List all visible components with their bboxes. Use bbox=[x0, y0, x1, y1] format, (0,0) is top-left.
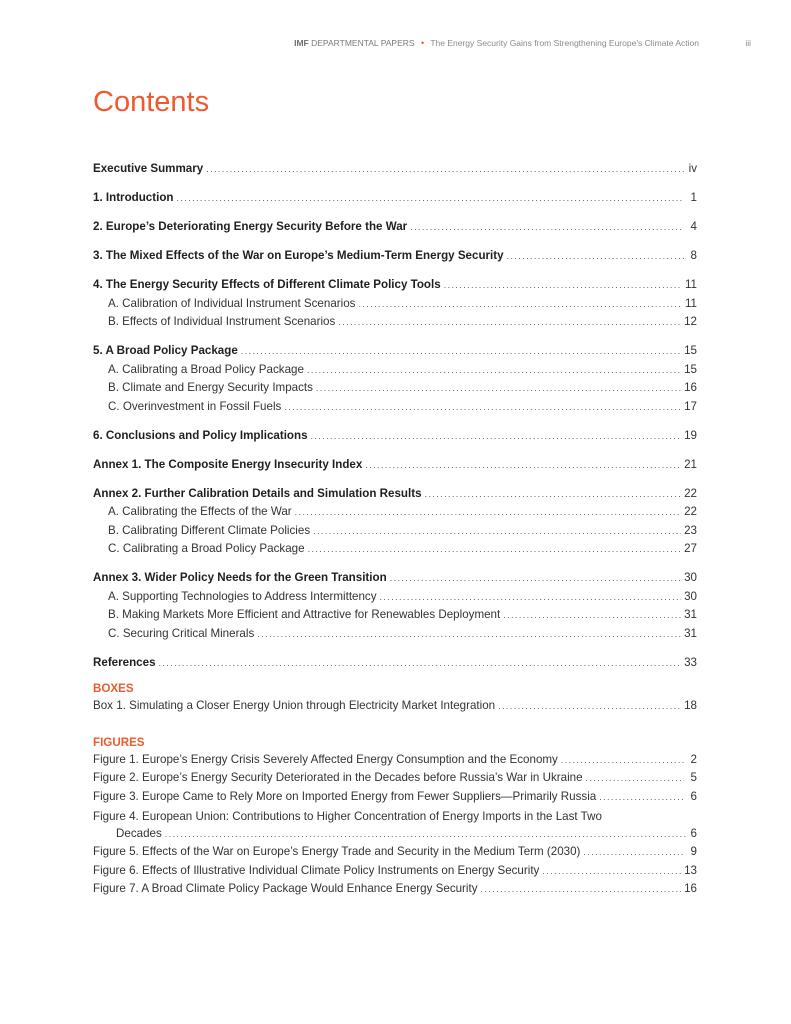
header-dept: DEPARTMENTAL PAPERS bbox=[311, 38, 415, 48]
toc-subentry-title: A. Calibrating the Effects of the War bbox=[108, 505, 292, 518]
toc-subentry[interactable] bbox=[93, 627, 697, 646]
toc-entry-page: 11 bbox=[684, 278, 697, 291]
dot-leader bbox=[284, 402, 681, 412]
dot-leader bbox=[586, 773, 684, 783]
toc-subentry-page: 23 bbox=[684, 523, 697, 537]
header-org: IMF bbox=[294, 38, 309, 48]
figure-entry[interactable] bbox=[93, 771, 697, 790]
dot-leader bbox=[358, 299, 681, 309]
toc-entry-page: 21 bbox=[684, 457, 697, 471]
toc-subentry-page: 17 bbox=[684, 399, 697, 413]
dot-leader bbox=[308, 544, 682, 554]
figure-entry[interactable] bbox=[93, 882, 697, 901]
toc-subentry[interactable] bbox=[93, 608, 697, 627]
toc-subentry-page: 12 bbox=[684, 315, 697, 328]
toc-entry-page: 4 bbox=[690, 220, 697, 233]
figure-entry[interactable] bbox=[93, 864, 697, 883]
dot-leader bbox=[241, 346, 681, 356]
figure-entry-title: Figure 3. Europe Came to Rely More on Imported Energy from Fewer Suppliers—Primarily Russia bbox=[93, 789, 597, 803]
dot-leader bbox=[159, 658, 682, 668]
dot-leader bbox=[507, 251, 684, 261]
toc-entry-title: Annex 2. Further Calibration Details and Simulation Results bbox=[93, 486, 422, 500]
dot-leader bbox=[165, 829, 688, 839]
dot-leader bbox=[583, 847, 684, 857]
dot-leader bbox=[410, 222, 684, 232]
figure-entry-title: Figure 5. Effects of the War on Europe’s Energy Trade and Security in the Medium Term (2030) bbox=[93, 845, 581, 858]
toc-subentry[interactable] bbox=[93, 297, 697, 316]
dot-leader bbox=[206, 164, 684, 174]
dot-leader bbox=[307, 365, 681, 375]
figure-entry-title: Figure 1. Europe’s Energy Crisis Severely Affected Energy Consumption and the Economy bbox=[93, 752, 558, 766]
boxes-heading: BOXES bbox=[93, 682, 134, 695]
toc-entry[interactable] bbox=[93, 162, 697, 181]
toc-subentry[interactable] bbox=[93, 524, 697, 543]
toc-subentry-page: 30 bbox=[684, 589, 697, 603]
toc-subentry-page: 11 bbox=[684, 296, 697, 310]
toc-entry[interactable] bbox=[93, 571, 697, 590]
toc-entry[interactable] bbox=[93, 429, 697, 448]
toc-entry-page: 33 bbox=[684, 655, 697, 669]
table-of-contents bbox=[93, 162, 697, 901]
dot-leader bbox=[365, 460, 681, 470]
toc-subentry-title: A. Calibrating a Broad Policy Package bbox=[108, 362, 304, 376]
toc-entry-page: 15 bbox=[684, 344, 697, 357]
toc-subentry[interactable] bbox=[93, 590, 697, 609]
toc-entry-title: Annex 3. Wider Policy Needs for the Green Transition bbox=[93, 571, 387, 584]
toc-entry-title: 6. Conclusions and Policy Implications bbox=[93, 428, 308, 442]
figure-entry[interactable] bbox=[93, 753, 697, 772]
figure-entry-page: 9 bbox=[690, 845, 697, 858]
toc-entry[interactable] bbox=[93, 191, 697, 210]
toc-entry[interactable] bbox=[93, 278, 697, 297]
box-entry-title: Box 1. Simulating a Closer Energy Union through Electricity Market Integration bbox=[93, 698, 496, 712]
figure-entry-page: 6 bbox=[690, 789, 697, 803]
figure-entry-title: Figure 6. Effects of Illustrative Individual Climate Policy Instruments on Energy Security bbox=[93, 863, 540, 877]
toc-entry-page: 19 bbox=[684, 428, 697, 442]
dot-leader bbox=[561, 755, 684, 765]
toc-subentry-page: 27 bbox=[684, 542, 697, 555]
toc-entry-title: 2. Europe’s Deteriorating Energy Security Before the War bbox=[93, 220, 408, 233]
dot-leader bbox=[444, 280, 682, 290]
dot-leader bbox=[257, 629, 681, 639]
dot-leader bbox=[295, 507, 681, 517]
toc-subentry-page: 22 bbox=[684, 505, 697, 518]
header-bullet: • bbox=[420, 38, 425, 48]
toc-entry[interactable] bbox=[93, 220, 697, 239]
toc-entry-title: 3. The Mixed Effects of the War on Europe’s Medium-Term Energy Security bbox=[93, 249, 504, 262]
box-entry[interactable] bbox=[93, 699, 697, 718]
toc-subentry-title: C. Overinvestment in Fossil Fuels bbox=[108, 399, 282, 413]
figure-entry-page: 6 bbox=[690, 826, 697, 840]
toc-subentry-page: 15 bbox=[684, 362, 697, 376]
toc-entry-page: 22 bbox=[684, 486, 697, 500]
toc-entry-page: 30 bbox=[684, 571, 697, 584]
dot-leader bbox=[503, 610, 681, 620]
dot-leader bbox=[390, 573, 681, 583]
dot-leader bbox=[338, 317, 681, 327]
figure-entry-page: 5 bbox=[690, 771, 697, 784]
dot-leader bbox=[380, 592, 682, 602]
dot-leader bbox=[177, 193, 684, 203]
toc-subentry-title: A. Calibration of Individual Instrument Scenarios bbox=[108, 296, 356, 310]
toc-subentry-page: 31 bbox=[684, 608, 697, 621]
dot-leader bbox=[542, 866, 681, 876]
toc-subentry-title: C. Calibrating a Broad Policy Package bbox=[108, 542, 305, 555]
toc-subentry-page: 31 bbox=[684, 626, 697, 640]
figure-entry-title-cont: Decades bbox=[116, 826, 162, 840]
toc-entry[interactable] bbox=[93, 458, 697, 477]
toc-entry-page: 1 bbox=[690, 191, 697, 204]
dot-leader bbox=[498, 701, 681, 711]
toc-entry-page: iv bbox=[688, 162, 697, 175]
toc-subentry[interactable] bbox=[93, 363, 697, 382]
toc-subentry-title: B. Calibrating Different Climate Policies bbox=[108, 523, 311, 537]
toc-subentry-title: B. Making Markets More Efficient and Attractive for Renewables Deployment bbox=[108, 608, 501, 621]
dot-leader bbox=[481, 884, 682, 894]
toc-entry[interactable] bbox=[93, 249, 697, 268]
figure-entry[interactable] bbox=[93, 808, 697, 845]
dot-leader bbox=[311, 431, 682, 441]
toc-entry-page: 8 bbox=[690, 249, 697, 262]
box-entry-page: 18 bbox=[684, 698, 697, 712]
toc-entry-title: Executive Summary bbox=[93, 162, 204, 175]
toc-entry[interactable] bbox=[93, 487, 697, 506]
toc-entry-title: 5. A Broad Policy Package bbox=[93, 344, 238, 357]
toc-subentry[interactable] bbox=[93, 315, 697, 334]
toc-subentry[interactable] bbox=[93, 505, 697, 524]
dot-leader bbox=[313, 526, 681, 536]
running-header bbox=[0, 38, 791, 52]
toc-subentry-title: B. Climate and Energy Security Impacts bbox=[108, 381, 313, 394]
toc-subentry[interactable] bbox=[93, 542, 697, 561]
page-number: iii bbox=[745, 38, 751, 48]
figure-entry[interactable] bbox=[93, 845, 697, 864]
figure-entry[interactable] bbox=[93, 790, 697, 809]
toc-entry[interactable] bbox=[93, 344, 697, 363]
toc-subentry-title: B. Effects of Individual Instrument Scenarios bbox=[108, 315, 336, 328]
toc-entry-title: References bbox=[93, 655, 156, 669]
figure-entry-title: Figure 2. Europe’s Energy Security Deteriorated in the Decades before Russia’s War in Ukraine bbox=[93, 771, 583, 784]
dot-leader bbox=[599, 792, 684, 802]
figure-entry-title: Figure 4. European Union: Contributions to Higher Concentration of Energy Imports in the Last Two bbox=[93, 810, 602, 823]
figures-heading: FIGURES bbox=[93, 736, 145, 749]
toc-subentry[interactable] bbox=[93, 400, 697, 419]
dot-leader bbox=[316, 383, 681, 393]
figure-entry-page: 16 bbox=[684, 882, 697, 895]
figure-entry-page: 13 bbox=[684, 863, 697, 877]
header-paper-title: The Energy Security Gains from Strengthening Europe’s Climate Action bbox=[430, 38, 699, 48]
toc-subentry-title: C. Securing Critical Minerals bbox=[108, 626, 255, 640]
toc-entry-title: 1. Introduction bbox=[93, 191, 174, 204]
header-text bbox=[294, 38, 699, 48]
toc-subentry-page: 16 bbox=[684, 381, 697, 394]
toc-subentry[interactable] bbox=[93, 381, 697, 400]
figure-entry-title: Figure 7. A Broad Climate Policy Package Would Enhance Energy Security bbox=[93, 882, 478, 895]
dot-leader bbox=[425, 489, 682, 499]
toc-entry[interactable] bbox=[93, 656, 697, 675]
page-title: Contents bbox=[93, 86, 210, 118]
figure-entry-page: 2 bbox=[690, 752, 697, 766]
toc-subentry-title: A. Supporting Technologies to Address Intermittency bbox=[108, 589, 377, 603]
toc-entry-title: 4. The Energy Security Effects of Different Climate Policy Tools bbox=[93, 278, 441, 291]
toc-entry-title: Annex 1. The Composite Energy Insecurity Index bbox=[93, 457, 363, 471]
